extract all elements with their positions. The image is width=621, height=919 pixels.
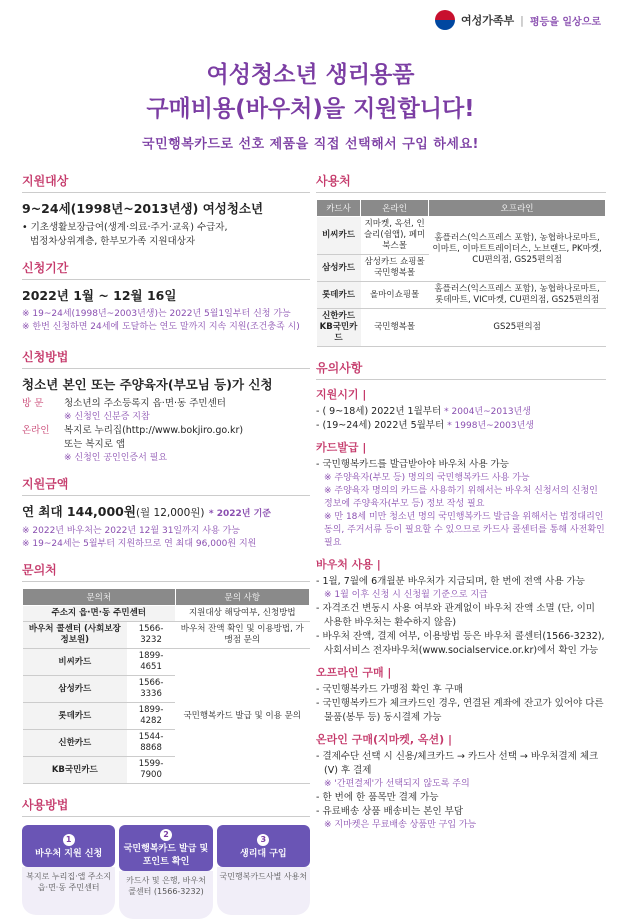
use-1: - 1월, 7월에 6개월분 바우처가 지급되며, 한 번에 전액 사용 가능 (316, 576, 585, 587)
step-body: 카드사 및 은행, 바우처 콜센터 (1566-3232) (119, 871, 212, 919)
contact-phone: 1566-3232 (127, 622, 175, 649)
amount-monthly: (월 12,000원) (135, 507, 205, 519)
page-subtitle: 국민행복카드로 선호 제품을 직접 선택해서 구입 하세요! (142, 137, 479, 152)
offline-1: - 국민행복카드 가맹점 확인 후 구매 (316, 684, 464, 695)
card-1: - 국민행복카드를 발급받아야 바우처 사용 가능 (316, 459, 509, 470)
places-table (316, 199, 606, 347)
method-main: 청소년 본인 또는 주양육자(부모님 등)가 신청 (22, 377, 273, 392)
place-offline: 홈플러스(익스프레스 포함), 농협하나로마트, 롯데마트, VIC마켓, CU편의점, GS25편의점 (429, 282, 606, 309)
title-line-1: 여성청소년 생리용품 (206, 62, 415, 88)
period-heading: 신청기간 (22, 259, 310, 280)
places-col: 오프라인 (429, 200, 606, 217)
online-1-note: ※ '간편결제'가 선택되지 않도록 주의 (324, 779, 470, 789)
places-col: 온라인 (361, 200, 429, 217)
time-1-note: * 2004년~2013년생 (444, 407, 531, 417)
contact-name: 비씨카드 (23, 649, 128, 676)
online-purchase-heading: 온라인 구매(지마켓, 옥션) | (316, 733, 452, 746)
contact-phone: 1599-7900 (127, 757, 175, 784)
target-main: 9~24세(1998년~2013년생) 여성청소년 (22, 201, 264, 216)
table-row (23, 606, 310, 622)
target-detail-1: • 기초생활보장급여(생계·의료·주거·교육) 수급자, (22, 222, 228, 233)
contact-col-1: 문의처 (23, 589, 176, 606)
contact-name: 신한카드 (23, 730, 128, 757)
caution-heading: 유의사항 (316, 359, 606, 380)
offline-heading: 오프라인 구매 | (316, 666, 392, 679)
online-1: - 결제수단 선택 시 신용/체크카드 → 카드사 선택 → 바우처결제 체크(V) 후 결제 (316, 751, 599, 776)
page-title (0, 58, 621, 126)
use-3: - 바우처 잔액, 결제 여부, 이용방법 등은 바우처 콜센터(1566-3232), 사회서비스 전자바우처(www.socialservice.or.kr)에서 확인 가능 (316, 631, 605, 656)
card-note-3: ※ 만 18세 미만 청소년 명의 국민행복카드 발급을 위해서는 법정대리인 동의, 주거서류 등이 필요할 수 있으므로 카드사 콜센터를 통해 사전확인 필요 (324, 512, 605, 548)
method-visit (22, 397, 310, 411)
use-2: - 자격조건 변동시 사용 여부와 관계없이 바우처 잔액 소멸 (단, 이미 사용한 바우처는 환수하지 않음) (316, 603, 595, 628)
step-head (217, 825, 310, 867)
government-emblem-icon (435, 10, 455, 30)
time-heading: 지원시기 | (316, 388, 367, 401)
contact-desc: 지원대상 해당여부, 신청방법 (175, 606, 309, 622)
logo-divider: | (520, 13, 524, 27)
place-offline: 홈플러스(익스프레스 포함), 농협하나로마트, 이마트, 이마트트레이더스, 노브랜드, PK마켓, CU편의점, GS25편의점 (429, 217, 606, 282)
step-head (22, 825, 115, 867)
place-card: 롯데카드 (317, 282, 361, 309)
amount-note-2: ※ 19~24세는 5월부터 지원하므로 연 최대 96,000원 지원 (22, 539, 257, 549)
contact-col-2: 문의 사항 (175, 589, 309, 606)
time-1 (316, 405, 606, 419)
contact-phone: 1544-8868 (127, 730, 175, 757)
usage-heading: 사용방법 (22, 796, 310, 817)
left-column (22, 172, 310, 919)
online-text: 복지로 누리집(http://www.bokjiro.go.kr) (64, 425, 244, 436)
step-title: 생리대 구입 (240, 848, 287, 859)
table-row (23, 622, 310, 649)
step-body: 국민행복카드사별 사용처 (217, 867, 310, 915)
target-heading: 지원대상 (22, 172, 310, 193)
usage-step (217, 825, 310, 919)
contact-name: 롯데카드 (23, 703, 128, 730)
slogan: 평등을 일상으로 (529, 16, 601, 28)
method-online (22, 424, 310, 438)
use-heading: 바우처 사용 | (316, 558, 381, 571)
contact-name: 주소지 읍·면·동 주민센터 (23, 606, 176, 622)
method-heading: 신청방법 (22, 348, 310, 369)
amount-note-1: ※ 2022년 바우처는 2022년 12월 31일까지 사용 가능 (22, 526, 240, 536)
step-number: 3 (257, 834, 269, 846)
place-card: 비씨카드 (317, 217, 361, 255)
usage-step (22, 825, 115, 919)
table-row (317, 217, 606, 255)
step-number: 2 (160, 829, 172, 841)
contact-phone: 1899-4282 (127, 703, 175, 730)
offline-2: - 국민행복카드가 체크카드인 경우, 연결된 계좌에 잔고가 있어야 다른 물품(봉투 등) 동시결제 가능 (316, 698, 604, 723)
online-2: - 한 번에 한 품목만 결제 가능 (316, 792, 439, 803)
online-label: 온라인 (22, 425, 50, 436)
contact-desc: 국민행복카드 발급 및 이용 문의 (175, 649, 309, 784)
step-number: 1 (63, 834, 75, 846)
visit-note: ※ 신청인 신분증 지참 (64, 412, 150, 422)
period-note-2: ※ 한번 신청하면 24세에 도달하는 연도 말까지 지속 지원(조건충족 시) (22, 322, 300, 332)
time-1-text: - ( 9~18세) 2022년 1월부터 (316, 406, 442, 417)
visit-text: 청소년의 주소등록지 읍·면·동 주민센터 (64, 398, 226, 409)
period-note-1: ※ 19~24세(1998년~2003년생)는 2022년 5월1일부터 신청 가능 (22, 309, 291, 319)
amount-basis: * 2022년 기준 (208, 509, 271, 519)
step-title: 국민행복카드 발급 및 포인트 확인 (123, 844, 209, 867)
amount-main-line (22, 502, 310, 521)
step-body: 복지로 누리집·앱 주소지 읍·면·동 주민센터 (22, 867, 115, 915)
time-2 (316, 419, 606, 433)
table-row (317, 282, 606, 309)
place-card: 삼성카드 (317, 255, 361, 282)
place-card: 신한카드 KB국민카드 (317, 309, 361, 347)
time-2-note: * 1998년~2003년생 (447, 421, 534, 431)
contact-desc: 바우처 잔액 확인 및 이용방법, 가맹점 문의 (175, 622, 309, 649)
card-note-1: ※ 주양육자(부모 등) 명의의 국민행복카드 사용 가능 (324, 473, 530, 483)
place-online: 지마켓, 옥션, 인슬리(쉼앱), 페미북스몰 (361, 217, 429, 255)
amount-heading: 지원금액 (22, 475, 310, 496)
usage-step (119, 825, 212, 919)
contact-name: KB국민카드 (23, 757, 128, 784)
table-row (23, 649, 310, 676)
online-3: - 유료배송 상품 배송비는 본인 부담 (316, 806, 464, 817)
header-logo (435, 10, 601, 30)
contact-name: 삼성카드 (23, 676, 128, 703)
period-main: 2022년 1월 ~ 12월 16일 (22, 288, 177, 303)
places-col: 카드사 (317, 200, 361, 217)
use-1-note: ※ 1월 이후 신청 시 신청월 기준으로 지급 (324, 590, 488, 600)
time-2-text: - (19~24세) 2022년 5월부터 (316, 420, 445, 431)
step-title: 바우처 지원 신청 (35, 848, 103, 859)
online-note: ※ 신청인 공인인증서 필요 (64, 453, 168, 463)
step-head (119, 825, 212, 871)
contact-phone: 1899-4651 (127, 649, 175, 676)
contact-heading: 문의처 (22, 561, 310, 582)
table-row (317, 309, 606, 347)
ministry-name: 여성가족부 (461, 14, 515, 27)
online-text-2: 또는 복지로 앱 (64, 439, 126, 450)
target-detail-2: 법정차상위계층, 한부모가족 지원대상자 (30, 236, 196, 247)
place-online: 올마이쇼핑몰 (361, 282, 429, 309)
place-offline: GS25편의점 (429, 309, 606, 347)
visit-label: 방 문 (22, 398, 44, 409)
online-3-note: ※ 지마켓은 무료배송 상품만 구입 가능 (324, 820, 477, 830)
usage-steps (22, 825, 310, 919)
card-note-2: ※ 주양육자 명의의 카드를 사용하기 위해서는 바우처 신청서의 신청인 정보에 주양육자(부모 등) 정보 작성 필요 (324, 486, 598, 509)
contact-name: 바우처 콜센터 (사회보장정보원) (23, 622, 128, 649)
contact-phone: 1566-3336 (127, 676, 175, 703)
card-heading: 카드발급 | (316, 441, 367, 454)
right-column (316, 172, 606, 832)
place-online: 국민행복몰 (361, 309, 429, 347)
contact-table (22, 588, 310, 784)
places-heading: 사용처 (316, 172, 606, 193)
title-line-2: 구매비용(바우처)을 지원합니다! (146, 96, 475, 122)
amount-main: 연 최대 144,000원 (22, 504, 136, 519)
place-online: 삼성카드 쇼핑몰 국민행복몰 (361, 255, 429, 282)
